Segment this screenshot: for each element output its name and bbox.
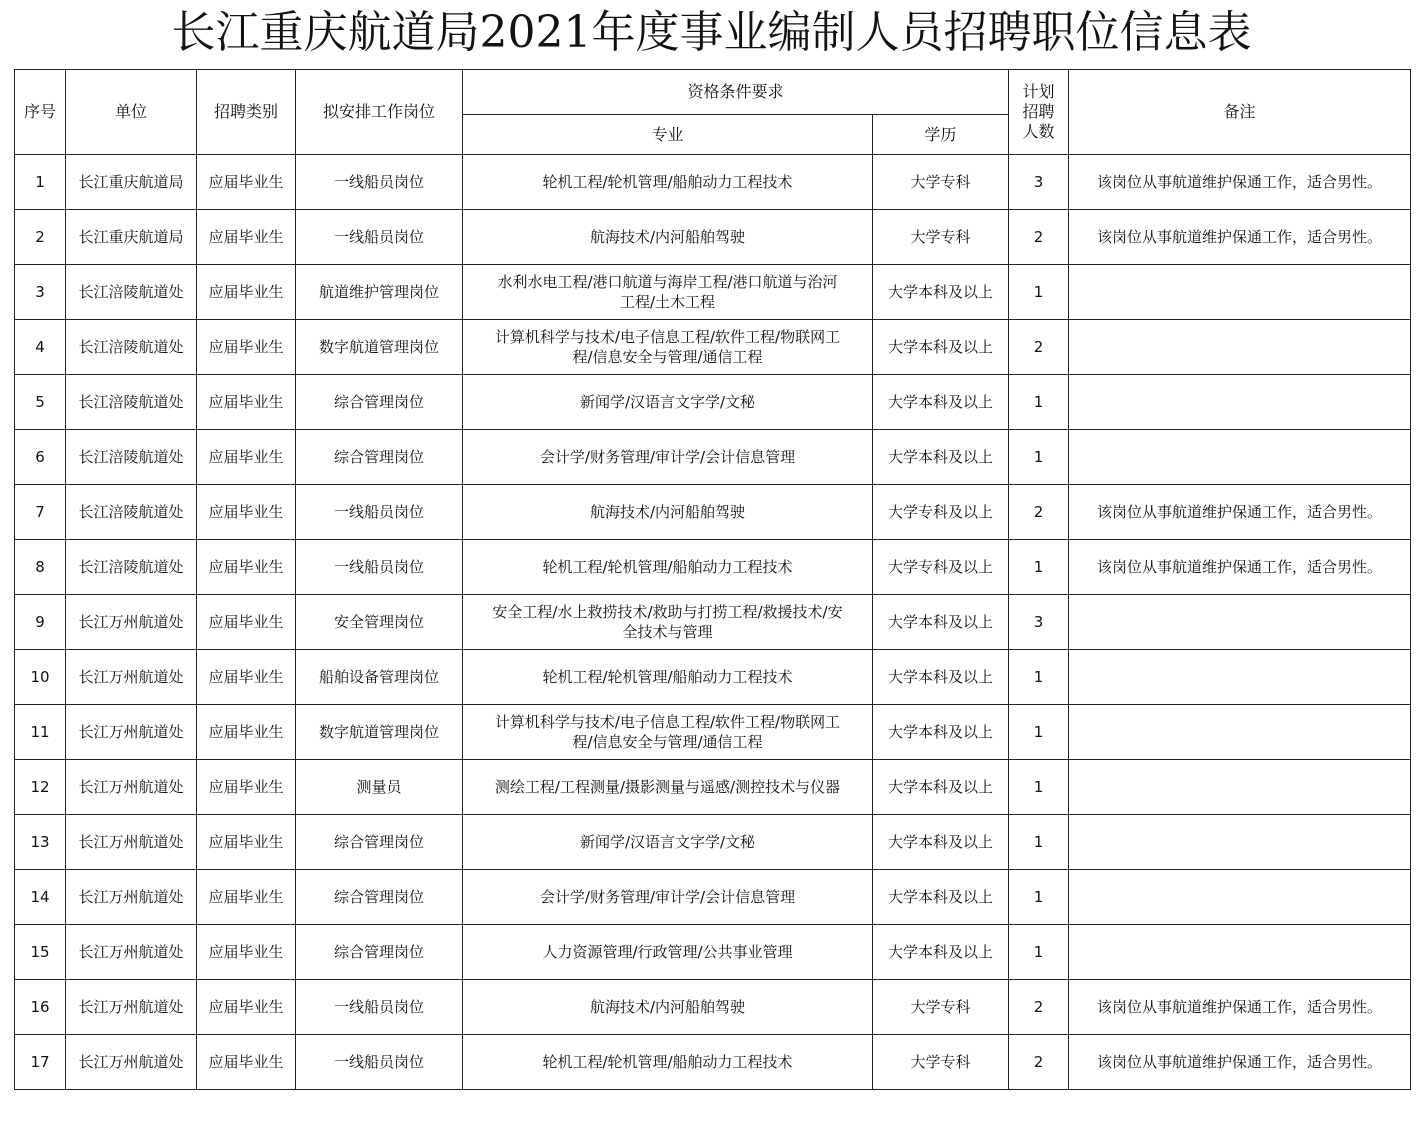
cell-seq: 11	[15, 705, 66, 760]
cell-major	[463, 210, 873, 265]
cell-major	[463, 980, 873, 1035]
header-note: 备注	[1069, 70, 1411, 155]
cell-post: 测量员	[296, 760, 463, 815]
cell-count: 2	[1009, 210, 1069, 265]
cell-education: 大学专科	[873, 1035, 1009, 1090]
cell-unit: 长江万州航道处	[66, 650, 197, 705]
cell-note	[1069, 430, 1411, 485]
cell-category: 应届毕业生	[197, 430, 296, 485]
cell-note	[1069, 595, 1411, 650]
cell-category: 应届毕业生	[197, 155, 296, 210]
major-line-2: 程/信息安全与管理/通信工程	[572, 348, 763, 366]
cell-major	[463, 155, 873, 210]
table-row	[15, 265, 1411, 320]
cell-count: 2	[1009, 980, 1069, 1035]
cell-note	[1069, 815, 1411, 870]
header-plan-line-1: 计划	[1022, 82, 1055, 101]
cell-education: 大学专科	[873, 210, 1009, 265]
cell-category: 应届毕业生	[197, 925, 296, 980]
cell-seq: 16	[15, 980, 66, 1035]
cell-category: 应届毕业生	[197, 595, 296, 650]
cell-category: 应届毕业生	[197, 650, 296, 705]
cell-post: 综合管理岗位	[296, 925, 463, 980]
cell-unit: 长江涪陵航道处	[66, 540, 197, 595]
cell-category: 应届毕业生	[197, 210, 296, 265]
cell-count: 1	[1009, 870, 1069, 925]
cell-unit: 长江万州航道处	[66, 595, 197, 650]
major-line-2: 全技术与管理	[622, 623, 713, 641]
cell-note	[1069, 870, 1411, 925]
cell-count: 2	[1009, 485, 1069, 540]
header-unit: 单位	[66, 70, 197, 155]
cell-post: 航道维护管理岗位	[296, 265, 463, 320]
cell-count: 2	[1009, 1035, 1069, 1090]
cell-count: 3	[1009, 595, 1069, 650]
cell-category: 应届毕业生	[197, 320, 296, 375]
cell-count: 3	[1009, 155, 1069, 210]
cell-category: 应届毕业生	[197, 1035, 296, 1090]
cell-seq: 17	[15, 1035, 66, 1090]
cell-unit: 长江涪陵航道处	[66, 430, 197, 485]
cell-category: 应届毕业生	[197, 265, 296, 320]
major-line-2: 工程/土木工程	[619, 293, 716, 311]
cell-count: 1	[1009, 265, 1069, 320]
cell-seq: 10	[15, 650, 66, 705]
cell-education: 大学本科及以上	[873, 870, 1009, 925]
table-row	[15, 155, 1411, 210]
cell-note: 该岗位从事航道维护保通工作，适合男性。	[1069, 155, 1411, 210]
cell-note	[1069, 705, 1411, 760]
cell-major	[463, 925, 873, 980]
table-row	[15, 540, 1411, 595]
major-line-1: 安全工程/水上救捞技术/救助与打捞工程/救援技术/安	[492, 603, 843, 621]
cell-seq: 7	[15, 485, 66, 540]
cell-education: 大学本科及以上	[873, 705, 1009, 760]
cell-note	[1069, 320, 1411, 375]
cell-category: 应届毕业生	[197, 485, 296, 540]
cell-seq: 12	[15, 760, 66, 815]
cell-major	[463, 595, 873, 650]
cell-education: 大学本科及以上	[873, 925, 1009, 980]
header-category: 招聘类别	[197, 70, 296, 155]
cell-count: 1	[1009, 375, 1069, 430]
major-line-1: 轮机工程/轮机管理/船舶动力工程技术	[542, 1053, 793, 1071]
cell-post: 一线船员岗位	[296, 485, 463, 540]
cell-seq: 15	[15, 925, 66, 980]
table-row	[15, 925, 1411, 980]
cell-major	[463, 375, 873, 430]
cell-count: 1	[1009, 540, 1069, 595]
cell-note: 该岗位从事航道维护保通工作，适合男性。	[1069, 980, 1411, 1035]
cell-count: 1	[1009, 650, 1069, 705]
header-plan-line-3: 人数	[1022, 122, 1055, 141]
cell-note	[1069, 265, 1411, 320]
cell-education: 大学专科及以上	[873, 540, 1009, 595]
header-education: 学历	[873, 115, 1009, 155]
header-major: 专业	[463, 115, 873, 155]
cell-seq: 2	[15, 210, 66, 265]
cell-major	[463, 265, 873, 320]
cell-category: 应届毕业生	[197, 870, 296, 925]
cell-post: 一线船员岗位	[296, 980, 463, 1035]
cell-unit: 长江万州航道处	[66, 815, 197, 870]
cell-major	[463, 320, 873, 375]
recruitment-table	[14, 69, 1411, 1090]
cell-count: 1	[1009, 705, 1069, 760]
cell-note: 该岗位从事航道维护保通工作，适合男性。	[1069, 485, 1411, 540]
cell-post: 综合管理岗位	[296, 815, 463, 870]
cell-education: 大学本科及以上	[873, 320, 1009, 375]
major-line-1: 航海技术/内河船舶驾驶	[589, 503, 746, 521]
cell-count: 1	[1009, 815, 1069, 870]
cell-seq: 13	[15, 815, 66, 870]
cell-seq: 3	[15, 265, 66, 320]
table-row	[15, 320, 1411, 375]
cell-post: 安全管理岗位	[296, 595, 463, 650]
cell-major	[463, 815, 873, 870]
cell-post: 综合管理岗位	[296, 870, 463, 925]
cell-education: 大学本科及以上	[873, 595, 1009, 650]
cell-category: 应届毕业生	[197, 980, 296, 1035]
table-row	[15, 705, 1411, 760]
table-row	[15, 485, 1411, 540]
cell-seq: 8	[15, 540, 66, 595]
table-row	[15, 430, 1411, 485]
cell-major	[463, 760, 873, 815]
major-line-1: 轮机工程/轮机管理/船舶动力工程技术	[542, 558, 793, 576]
cell-post: 综合管理岗位	[296, 430, 463, 485]
cell-education: 大学本科及以上	[873, 265, 1009, 320]
cell-seq: 14	[15, 870, 66, 925]
cell-unit: 长江万州航道处	[66, 925, 197, 980]
table-row	[15, 210, 1411, 265]
cell-unit: 长江涪陵航道处	[66, 375, 197, 430]
cell-post: 一线船员岗位	[296, 210, 463, 265]
cell-education: 大学专科	[873, 980, 1009, 1035]
cell-category: 应届毕业生	[197, 760, 296, 815]
table-row	[15, 375, 1411, 430]
table-row	[15, 1035, 1411, 1090]
cell-unit: 长江涪陵航道处	[66, 485, 197, 540]
cell-post: 数字航道管理岗位	[296, 705, 463, 760]
cell-unit: 长江涪陵航道处	[66, 320, 197, 375]
major-line-1: 人力资源管理/行政管理/公共事业管理	[542, 943, 793, 961]
major-line-1: 计算机科学与技术/电子信息工程/软件工程/物联网工	[494, 713, 841, 731]
cell-major	[463, 485, 873, 540]
header-row-1	[15, 70, 1411, 115]
cell-count: 2	[1009, 320, 1069, 375]
cell-major	[463, 430, 873, 485]
major-line-1: 轮机工程/轮机管理/船舶动力工程技术	[542, 668, 793, 686]
cell-unit: 长江万州航道处	[66, 980, 197, 1035]
major-line-1: 会计学/财务管理/审计学/会计信息管理	[539, 448, 796, 466]
cell-note: 该岗位从事航道维护保通工作，适合男性。	[1069, 1035, 1411, 1090]
cell-post: 一线船员岗位	[296, 155, 463, 210]
cell-note	[1069, 925, 1411, 980]
major-line-2: 程/信息安全与管理/通信工程	[572, 733, 763, 751]
cell-unit: 长江涪陵航道处	[66, 265, 197, 320]
cell-education: 大学本科及以上	[873, 760, 1009, 815]
cell-count: 1	[1009, 760, 1069, 815]
cell-note	[1069, 650, 1411, 705]
cell-unit: 长江万州航道处	[66, 760, 197, 815]
cell-education: 大学本科及以上	[873, 375, 1009, 430]
document-title: 长江重庆航道局2021年度事业编制人员招聘职位信息表	[171, 7, 1252, 58]
cell-unit: 长江重庆航道局	[66, 210, 197, 265]
cell-major	[463, 870, 873, 925]
header-qualification: 资格条件要求	[463, 70, 1009, 115]
cell-unit: 长江万州航道处	[66, 705, 197, 760]
cell-education: 大学本科及以上	[873, 430, 1009, 485]
major-line-1: 航海技术/内河船舶驾驶	[589, 228, 746, 246]
cell-post: 一线船员岗位	[296, 540, 463, 595]
cell-seq: 1	[15, 155, 66, 210]
cell-post: 船舶设备管理岗位	[296, 650, 463, 705]
cell-category: 应届毕业生	[197, 540, 296, 595]
cell-major	[463, 1035, 873, 1090]
table-row	[15, 980, 1411, 1035]
cell-unit: 长江万州航道处	[66, 870, 197, 925]
header-plan-count	[1009, 70, 1069, 155]
cell-major	[463, 705, 873, 760]
major-line-1: 计算机科学与技术/电子信息工程/软件工程/物联网工	[494, 328, 841, 346]
cell-note: 该岗位从事航道维护保通工作，适合男性。	[1069, 540, 1411, 595]
cell-category: 应届毕业生	[197, 375, 296, 430]
cell-education: 大学本科及以上	[873, 815, 1009, 870]
cell-seq: 9	[15, 595, 66, 650]
cell-category: 应届毕业生	[197, 815, 296, 870]
cell-major	[463, 540, 873, 595]
cell-post: 综合管理岗位	[296, 375, 463, 430]
cell-note: 该岗位从事航道维护保通工作，适合男性。	[1069, 210, 1411, 265]
cell-count: 1	[1009, 430, 1069, 485]
table-row	[15, 815, 1411, 870]
cell-seq: 5	[15, 375, 66, 430]
table-row	[15, 650, 1411, 705]
header-plan-line-2: 招聘	[1022, 102, 1055, 121]
cell-category: 应届毕业生	[197, 705, 296, 760]
major-line-1: 新闻学/汉语言文字学/文秘	[579, 833, 756, 851]
table-row	[15, 760, 1411, 815]
cell-post: 数字航道管理岗位	[296, 320, 463, 375]
cell-unit: 长江万州航道处	[66, 1035, 197, 1090]
cell-education: 大学本科及以上	[873, 650, 1009, 705]
major-line-1: 航海技术/内河船舶驾驶	[589, 998, 746, 1016]
major-line-1: 测绘工程/工程测量/摄影测量与遥感/测控技术与仪器	[494, 778, 841, 796]
table-body	[15, 155, 1411, 1090]
major-line-1: 轮机工程/轮机管理/船舶动力工程技术	[542, 173, 793, 191]
major-line-1: 会计学/财务管理/审计学/会计信息管理	[539, 888, 796, 906]
cell-education: 大学专科	[873, 155, 1009, 210]
major-line-1: 新闻学/汉语言文字学/文秘	[579, 393, 756, 411]
cell-count: 1	[1009, 925, 1069, 980]
cell-unit: 长江重庆航道局	[66, 155, 197, 210]
major-line-1: 水利水电工程/港口航道与海岸工程/港口航道与治河	[497, 273, 838, 291]
table-row	[15, 595, 1411, 650]
cell-seq: 6	[15, 430, 66, 485]
table-row	[15, 870, 1411, 925]
cell-note	[1069, 760, 1411, 815]
cell-post: 一线船员岗位	[296, 1035, 463, 1090]
cell-note	[1069, 375, 1411, 430]
cell-education: 大学专科及以上	[873, 485, 1009, 540]
header-post: 拟安排工作岗位	[296, 70, 463, 155]
header-seq: 序号	[15, 70, 66, 155]
cell-seq: 4	[15, 320, 66, 375]
cell-major	[463, 650, 873, 705]
